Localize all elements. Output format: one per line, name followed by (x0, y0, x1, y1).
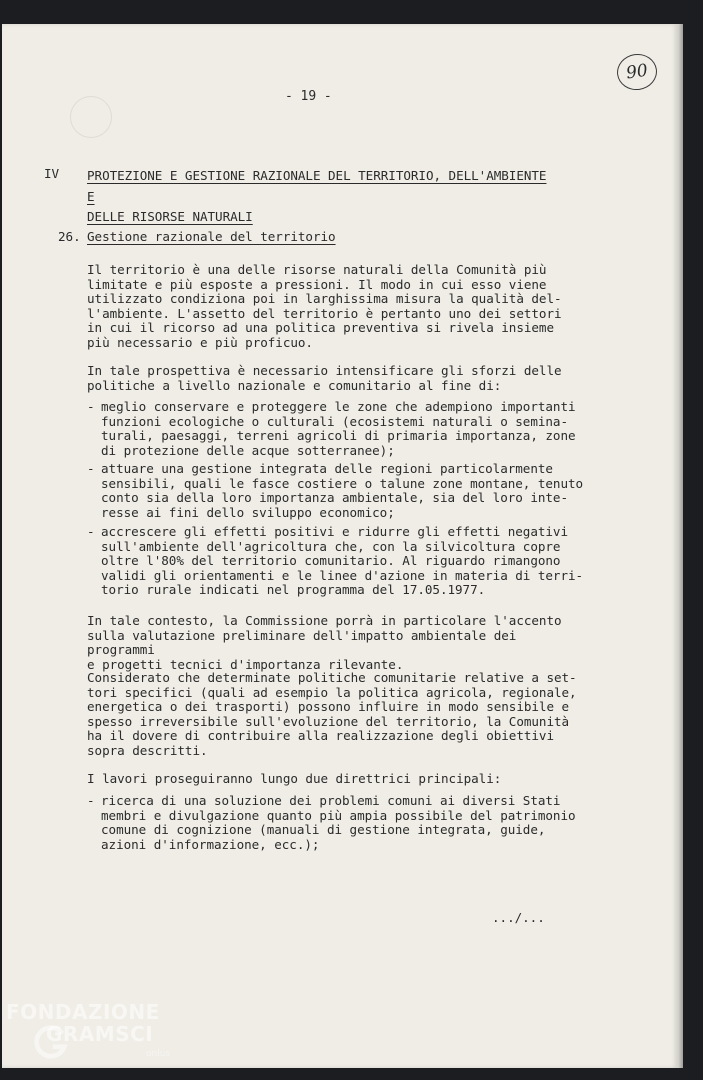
folio-number: 90 (615, 51, 660, 92)
subsection-title: Gestione razionale del territorio (87, 229, 336, 244)
paragraph-3: In tale contesto, la Commissione porrà in particolare l'accento sulla valutazione preliminare dell'impatto ambientale dei programmi e progetti tecnici d'importanza rilevante. (87, 613, 562, 672)
watermark-line1: FONDAZIONE (6, 1000, 160, 1024)
bullet-text-1: meglio conservare e proteggere le zone che adempiono importanti funzioni ecologiche o culturali (ecosistemi naturali o semina- turali, paesaggi, terreni agricoli di primaria importanza, zone di protezione delle acque sotterranee); (101, 399, 576, 458)
bullet-text-4: ricerca di una soluzione dei problemi comuni ai diversi Stati membri e divulgazione quanto più ampia possibile del patrimonio comune di cognizione (manuali di gestione integrata, guide, azioni d'informazione, ecc.); (101, 793, 576, 852)
section-title-line2: DELLE RISORSE NATURALI (87, 209, 253, 224)
list-item (87, 462, 587, 520)
watermark-onlus: onlus (146, 1049, 171, 1059)
continuation-marker: .../... (492, 910, 545, 925)
paragraph-5: I lavori proseguiranno lungo due direttrici principali: (87, 771, 502, 786)
list-item (87, 400, 587, 458)
bullet-dash: - (87, 793, 95, 808)
section-title (87, 166, 557, 228)
paragraph-1: Il territorio è una delle risorse naturali della Comunità più limitate e più esposte a pressioni. Il modo in cui esso viene utilizzato condiziona poi in larghissima misura la qualità del- l'ambiente. L'assetto del territorio è pertanto uno dei settori in cui il ricorso ad una politica preventiva si rivela insieme più necessario e più proficuo. (87, 262, 562, 350)
list-item (87, 525, 587, 598)
watermark-logo (6, 1000, 171, 1059)
bullet-dash: - (87, 524, 95, 539)
watermark-line2: GRAMSCI (46, 1022, 154, 1046)
gramsci-g-icon (32, 1024, 70, 1062)
page-edge (678, 24, 683, 1068)
bullet-dash: - (87, 461, 95, 476)
faint-stamp (70, 96, 112, 138)
paragraph-2: In tale prospettiva è necessario intensificare gli sforzi delle politiche a livello nazionale e comunitario al fine di: (87, 363, 562, 393)
list-item (87, 794, 587, 852)
section-title-line1: PROTEZIONE E GESTIONE RAZIONALE DEL TERRITORIO, DELL'AMBIENTE E (87, 168, 547, 204)
paragraph-4: Considerato che determinate politiche comunitarie relative a set- tori specifici (quali ad esempio la politica agricola, regionale, energetica o dei trasporti) possono influire in modo sensibile e spesso irreversibile sull'evoluzione del territorio, la Comunità ha il dovere di contribuire alla realizzazione degli obiettivi sopra descritti. (87, 670, 577, 758)
subsection-number: 26. (58, 229, 81, 244)
bullet-text-3: accrescere gli effetti positivi e ridurre gli effetti negativi sull'ambiente dell'agricoltura che, con la silvicoltura copre oltre l'80% del territorio comunitario. Al riguardo rimangono validi gli orientamenti e le linee d'azione in materia di terri- torio rurale indicati nel programma del 17.05.1977. (101, 524, 584, 597)
bullet-dash: - (87, 399, 95, 414)
page-number: - 19 - (285, 89, 332, 104)
section-number: IV (44, 166, 60, 181)
bullet-text-2: attuare una gestione integrata delle regioni particolarmente sensibili, quali le fasce costiere o talune zone montane, tenuto conto sia della loro importanza ambientale, sia del loro inte- resse ai fini dello sviluppo economico; (101, 461, 584, 520)
